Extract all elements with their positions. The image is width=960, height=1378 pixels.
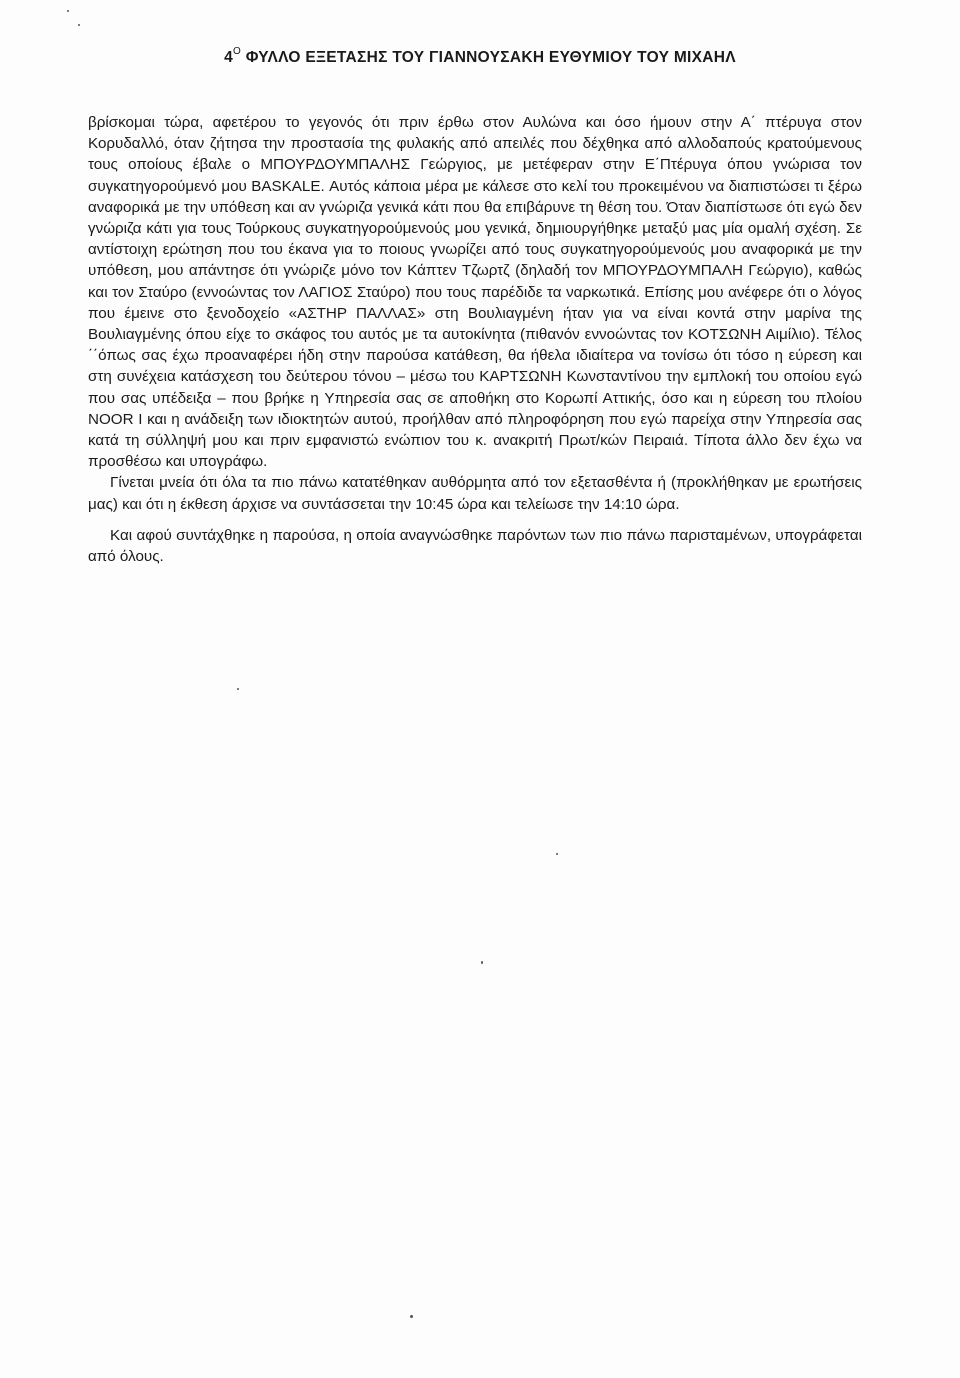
paragraph-closing: Και αφού συντάχθηκε η παρούσα, η οποία αναγνώσθηκε παρόντων των πιο πάνω παρισταμένων, υπογράφεται από όλους. [88,526,862,566]
paragraph-note: Γίνεται μνεία ότι όλα τα πιο πάνω κατατέθηκαν αυθόρμητα από τον εξετασθέντα ή (προκλήθηκαν με ερωτήσεις μας) και ότι η έκθεση άρχισε να συντάσσεται την 10:45 ώρα και τελείωσε την 14:10 ώρα. [88,474,862,513]
header-title: ΦΥΛΛΟ ΕΞΕΤΑΣΗΣ ΤΟΥ ΓΙΑΝΝΟΥΣΑΚΗ ΕΥΘΥΜΙΟΥ ΤΟΥ ΜΙΧΑΗΛ [245,49,736,67]
scan-speck [237,688,239,690]
scan-speck [481,961,483,964]
page-header [0,48,960,67]
paragraph-statement: βρίσκομαι τώρα, αφετέρου το γεγονός ότι πριν έρθω στον Αυλώνα και όσο ήμουν στην Α΄ πτέρυγα στον Κορυδαλλό, όταν ζήτησα την προστασία της φυλακής από απειλές που δέχθηκα από αλλοδαπούς κρατούμενους τους οποίους έβαλε ο ΜΠΟΥΡΔΟΥΜΠΑΛΗΣ Γεώργιος, με μετέφεραν στην Ε΄Πτέρυγα όπου γνώρισα τον συγκατηγορούμενό μου BASKALE. Αυτός κάποια μέρα με κάλεσε στο κελί του προκειμένου να διαπιστώσει τι ξέρω αναφορικά με την υπόθεση και αν γνώριζα γενικά κάτι που θα επιβάρυνε τη θέση του. Όταν διαπίστωσε ότι εγώ δεν γνώριζα κάτι για τους Τούρκους συγκατηγορούμενούς μου γενικά, δημιουργήθηκε μεταξύ μας μία ομαλή σχέση. Σε αντίστοιχη ερώτηση που του έκανα για το ποιους γνωρίζει από τους συγκατηγορούμενούς μου αναφορικά με την υπόθεση, μου απάντησε ότι γνώριζε μόνο τον Κάπτεν Τζωρτζ (δηλαδή τον ΜΠΟΥΡΔΟΥΜΠΑΛΗ Γεώργιο), καθώς και τον Σταύρο (εννοώντας τον ΛΑΓΙΟΣ Σταύρο) που τους παρέδιδε τα ναρκωτικά. Επίσης μου ανέφερε ότι ο λόγος που έμεινε στο ξενοδοχείο «ΑΣΤΗΡ ΠΑΛΛΑΣ» στη Βουλιαγμένη ήταν για να είναι κοντά στην μαρίνα της Βουλιαγμένης όπου είχε το σκάφος του αυτός με τα αυτοκίνητα (πιθανόν εννοώντας τον ΚΟΤΣΩΝΗ Αιμίλιο). Τέλος ΄΄όπως σας έχω προαναφέρει ήδη στην παρούσα κατάθεση, θα ήθελα ιδιαίτερα να τονίσω ότι τόσο η εύρεση και στη συνέχεια κατάσχεση του δεύτερου τόνου – μέσω του ΚΑΡΤΣΩΝΗ Κωνσταντίνου την εμπλοκή του οποίου εγώ που σας υπέδειξα – που βρήκε η Υπηρεσία σας σε αποθήκη στο Κορωπί Αττικής, όσο και η εύρεση του πλοίου NOOR I και η ανάδειξη των ιδιοκτητών αυτού, προήλθαν από πληροφόρηση που εγώ παρείχα στην Υπηρεσία σας κατά τη σύλληψή μου και πριν εμφανιστώ ενώπιον του κ. ανακριτή Πρωτ/κών Πειραιά. Τίποτα άλλο δεν έχω να προσθέσω και υπογράφω. [88,114,862,471]
document-body [88,112,862,567]
sheet-number: $4^O$ [224,46,242,67]
scan-speck [78,24,80,26]
scan-speck [556,853,558,855]
scan-speck [67,10,69,12]
scan-speck [410,1315,413,1318]
